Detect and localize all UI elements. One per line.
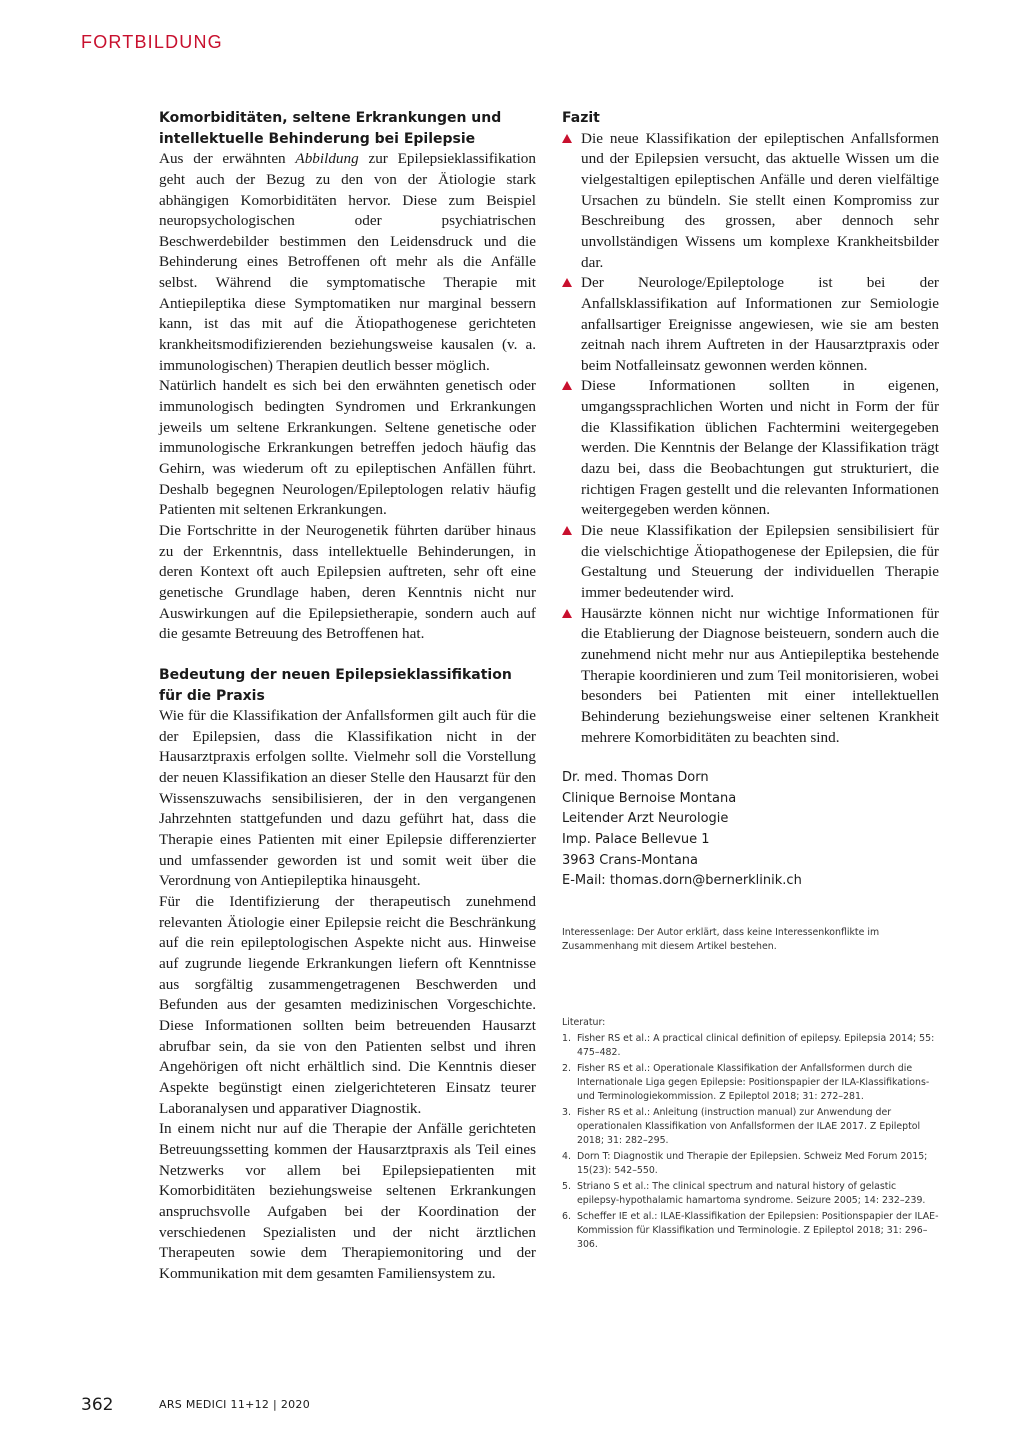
triangle-bullet-icon — [562, 134, 572, 143]
triangle-bullet-icon — [562, 278, 572, 287]
literature-number: 4. — [562, 1150, 571, 1162]
page-number: 362 — [81, 1395, 114, 1415]
fazit-bullet — [562, 604, 939, 749]
literature-text: Fisher RS et al.: Operationale Klassifikation der Anfallsformen durch die Internationale Liga gegen Epilepsie: Positionspapier der ILA-Klassifikations- und Terminologiekommission. Z Epileptol 2018; 31: 272–281. — [577, 1062, 930, 1102]
literature-item — [562, 1062, 939, 1104]
literature-text: Striano S et al.: The clinical spectrum and natural history of gelastic epilepsy-hypothalamic hamartoma syndrome. Seizure 2005; 14: 232–239. — [577, 1180, 926, 1206]
literature-text: Fisher RS et al.: A practical clinical definition of epilepsy. Epilepsia 2014; 55: 475–482. — [577, 1032, 935, 1058]
left-column — [159, 108, 536, 1285]
literature-item — [562, 1180, 939, 1208]
literature-number: 5. — [562, 1180, 571, 1192]
heading-bedeutung: Bedeutung der neuen Epilepsieklassifikation für die Praxis — [159, 666, 512, 704]
fazit-bullet — [562, 129, 939, 274]
literature-item — [562, 1032, 939, 1060]
literature-text: Dorn T: Diagnostik und Therapie der Epilepsien. Schweiz Med Forum 2015; 15(23): 542–550. — [577, 1150, 928, 1176]
paragraph-1-rest: zur Epilepsieklassifikation geht auch der Bezug zu den von der Ätiologie stark abhängigen Komorbiditäten hervor. Diese zum Beispiel neuropsychologischen oder psychiatrischen Beschwerdebilder bestimmen den Leidensdruck und die Behinderung eines Betroffenen oft mehr als die Anfälle selbst. Während die symptomatische Therapie mit Antiepileptika diese Symptomatiken nur marginal bessern kann, ist das mit auf die Ätiopathogenese gerichteten krankheitsmodifizierenden beziehungsweise kausalen (v. a. immunologischen) Therapien deutlich besser möglich. — [159, 150, 536, 374]
paragraph-2: Natürlich handelt es sich bei den erwähnten genetisch oder immunologisch bedingten Syndromen und Erkrankungen jeweils um seltene Erkrankungen. Seltene genetische oder immunologische Erkrankungen betreffen jedoch häufig das Gehirn, was wiederum oft zu epileptischen Anfällen führt. Deshalb begegnen Neurologen/Epileptologen relativ häufig Patienten mit seltenen Erkrankungen. — [159, 377, 536, 519]
literature-item — [562, 1150, 939, 1178]
literature-title: Literatur: — [562, 1016, 606, 1028]
paragraph-3: Die Fortschritte in der Neurogenetik führten darüber hinaus zu der Erkenntnis, dass intellektuelle Behinderungen, in deren Kontext oft auch Epilepsien auftreten, sehr oft eine genetische Grundlage haben, deren Kenntnis nicht nur Auswirkungen auf die Epilepsietherapie, sondern auch auf die gesamte Betreuung des Betroffenen hat. — [159, 522, 536, 643]
literature-item — [562, 1106, 939, 1148]
literature-item — [562, 1210, 939, 1252]
author-email: E-Mail: thomas.dorn@bernerklinik.ch — [562, 873, 802, 889]
heading-fazit: Fazit — [562, 110, 600, 126]
author-city: 3963 Crans-Montana — [562, 852, 698, 868]
fazit-bullet-text: Hausärzte können nicht nur wichtige Informationen für die Etablierung der Diagnose beisteuern, sondern auch die zunehmend nicht mehr nur aus Antiepileptika bestehende Therapie koordinieren und zum Teil monitorisieren, wobei besonders bei Patienten mit einer intellektuellen Behinderung beziehungsweise einer seltenen Krankheit mehrere Komorbiditäten zu beachten sind. — [581, 604, 939, 746]
journal-issue: ARS MEDICI 11+12 | 2020 — [159, 1398, 311, 1411]
heading-komorbiditaeten: Komorbiditäten, seltene Erkrankungen und intellektuelle Behinderung bei Epilepsie — [159, 110, 502, 147]
paragraph-1 — [159, 149, 536, 376]
literature-text: Fisher RS et al.: Anleitung (instruction manual) zur Anwendung der operationalen Klassifikation von Anfallsformen der ILAE 2017. Z Epileptol 2018; 31: 282–295. — [577, 1106, 921, 1146]
author-institution: Clinique Bernoise Montana — [562, 790, 737, 806]
fazit-bullet — [562, 521, 939, 604]
section-header: FORTBILDUNG — [81, 32, 223, 52]
author-block — [562, 768, 939, 892]
literature-number: 1. — [562, 1032, 571, 1044]
triangle-bullet-icon — [562, 526, 572, 535]
literature-number: 6. — [562, 1210, 571, 1222]
fazit-bullet-text: Die neue Klassifikation der Epilepsien sensibilisiert für die vielschichtige Ätiopathogenese der Epilepsien, die für Gestaltung und Steuerung der individuellen Therapie immer bedeutender wird. — [581, 522, 939, 602]
right-column — [562, 108, 939, 1252]
paragraph-4: Wie für die Klassifikation der Anfallsformen gilt auch für die der Epilepsien, dass die Klassifikation nicht in der Hausarztpraxis erfolgen sollte. Vielmehr soll die Vorstellung der neuen Klassifikation an dieser Stelle den Hausarzt für den Wissenszuwachs sensibilisieren, der in den vergangenen Jahrzehnten stattgefunden und dazu geführt hat, dass die Therapie eines Patienten mit einer Epilepsie differenzierter und umfassender geworden ist und somit weit über die Verordnung von Antiepileptika hinausgeht. — [159, 707, 536, 890]
fazit-bullet-text: Die neue Klassifikation der epileptischen Anfallsformen und der Epilepsien versucht, das aktuelle Wissen um die vielgestaltigen epileptischen Anfälle und deren vielfältige Ursachen zu bündeln. Sie stellt einen Kompromiss zur Beschreibung des grossen, aber dennoch sehr unvollständigen Wissens um komplexe Krankheitsbilder dar. — [581, 129, 939, 271]
literature-text: Scheffer IE et al.: ILAE-Klassifikation der Epilepsien: Positionspapier der ILAE-Kommission für Klassifikation und Terminologie. Z Epileptol 2018; 31: 296–306. — [577, 1210, 939, 1250]
triangle-bullet-icon — [562, 381, 572, 390]
fazit-bullet-text: Diese Informationen sollten in eigenen, umgangssprachlichen Worten und nicht in Form der für die Klassifikation üblichen Fachtermini weitergegeben werden. Die Kenntnis der Belange der Klassifikation trägt dazu bei, dass die Beobachtungen gut strukturiert, die richtigen Fragen gestellt und die relevanten Informationen weitergegeben werden können. — [581, 377, 939, 519]
triangle-bullet-icon — [562, 609, 572, 618]
interest-statement: Interessenlage: Der Autor erklärt, dass keine Interessenkonflikte im Zusammenhang mit diesem Artikel bestehen. — [562, 926, 880, 952]
literature-number: 3. — [562, 1106, 571, 1118]
author-name: Dr. med. Thomas Dorn — [562, 770, 709, 786]
paragraph-5: Für die Identifizierung der therapeutisch zunehmend relevanten Ätiologie einer Epilepsie reicht die Beschränkung auf die rein epileptologischen Aspekte nicht aus. Hinweise auf zugrunde liegende Erkrankungen liefern oft Kenntnisse aus sorgfältig zusammengetragenen Beschwerden und Befunden aus der gesamten medizinischen Vorgeschichte. Diese Informationen sollten beim betreuenden Hausarzt abrufbar sein, da sie von den Patienten selbst und ihren Angehörigen oft nicht erhältlich sind. Die Kenntnis dieser Aspekte begünstigt einen zielgerichteteren Einsatz teurer Laboranalysen und apparativer Diagnostik. — [159, 893, 536, 1117]
paragraph-6: In einem nicht nur auf die Therapie der Anfälle gerichteten Betreuungssetting kommen der Hausarztpraxis als Teil eines Netzwerks vor allem bei Epilepsiepatienten mit Komorbiditäten beziehungsweise seltenen Erkrankungen anspruchsvolle Aufgaben bei der Koordination der verschiedenen Spezialisten und der nicht ärztlichen Therapeuten sowie dem Therapiemonitoring und der Kommunikation mit dem gesamten Familiensystem zu. — [159, 1120, 536, 1282]
abbildung-reference: Abbildung — [295, 150, 359, 168]
literature-list — [562, 1016, 939, 1252]
literature-number: 2. — [562, 1062, 571, 1074]
fazit-bullet — [562, 273, 939, 376]
fazit-bullet — [562, 376, 939, 521]
paragraph-1-start: Aus der erwähnten — [159, 150, 296, 168]
author-street: Imp. Palace Bellevue 1 — [562, 832, 710, 848]
author-position: Leitender Arzt Neurologie — [562, 811, 729, 827]
fazit-bullet-text: Der Neurologe/Epileptologe ist bei der Anfallsklassifikation auf Informationen zur Semiologie anfallsartiger Ereignisse angewiesen, wie sie am besten zeitnah nach ihrem Auftreten in der Hausarztpraxis oder beim Notfalleinsatz gewonnen werden können. — [581, 274, 939, 374]
